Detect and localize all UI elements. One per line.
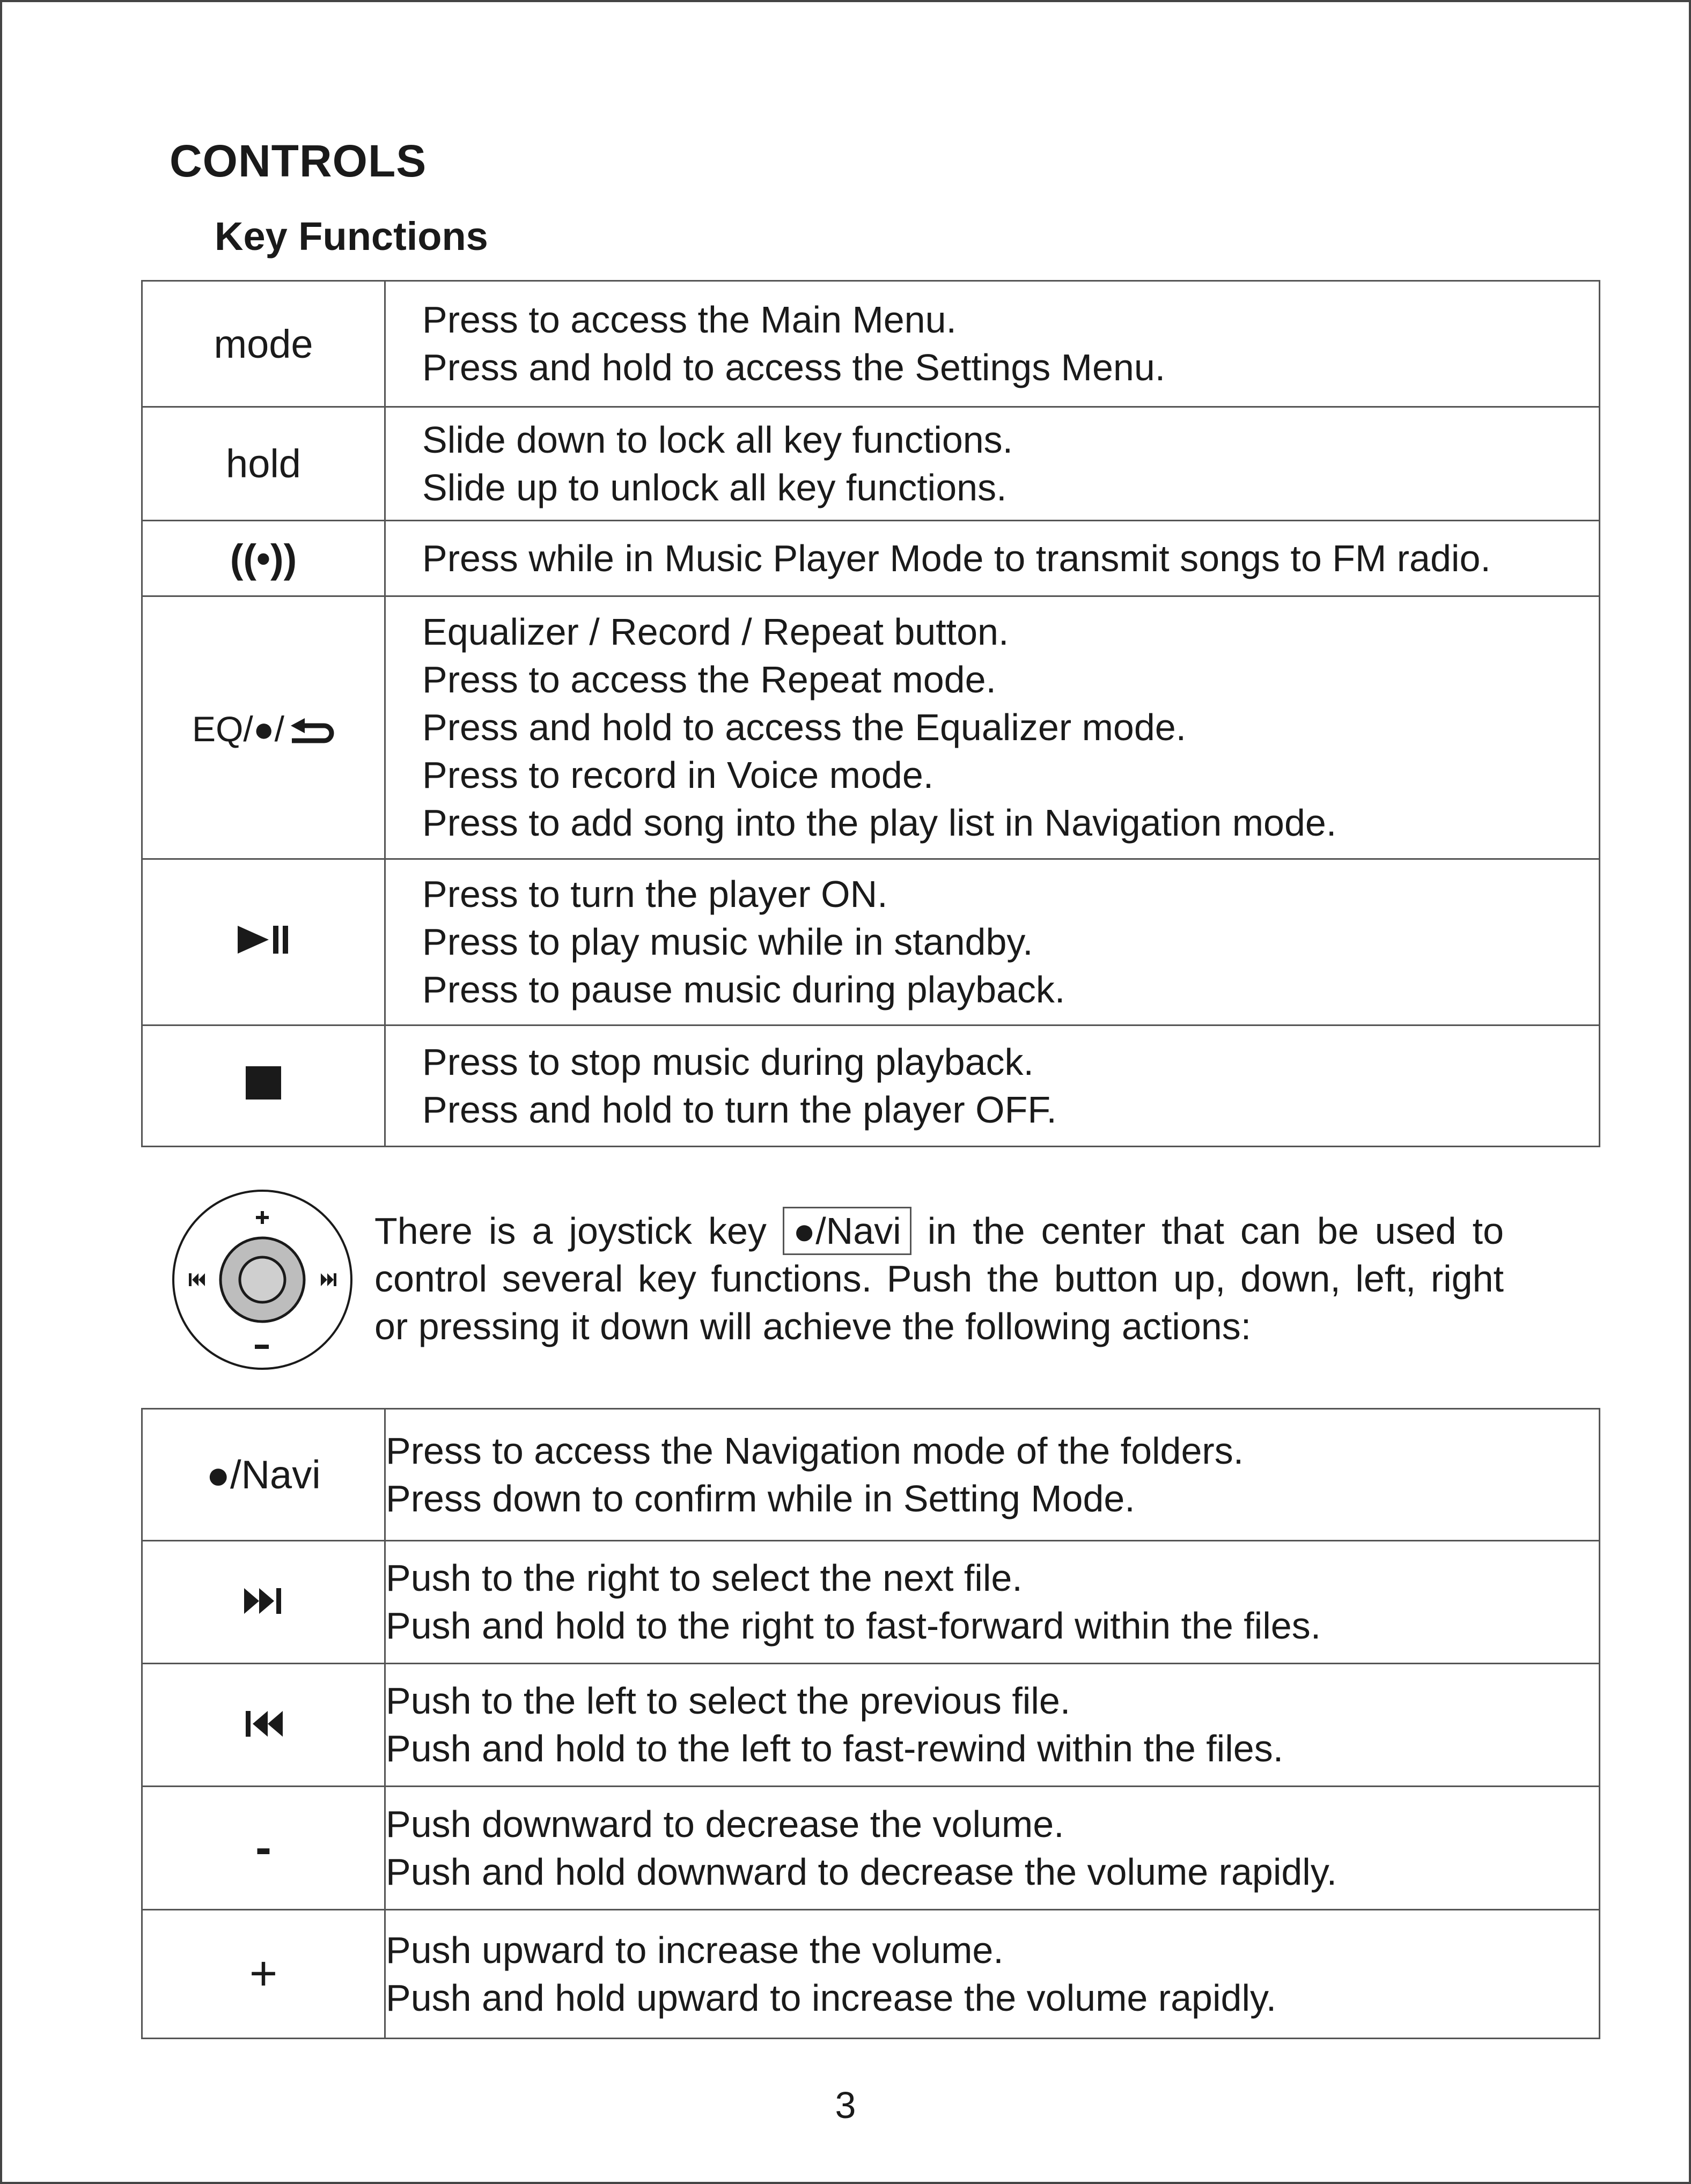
table-row <box>142 859 1600 1025</box>
previous-track-icon <box>142 1664 385 1787</box>
description-line: Press to pause music during playback. <box>422 969 1065 1010</box>
description-line: Slide down to lock all key functions. <box>422 418 1013 461</box>
table-row <box>142 1541 1600 1664</box>
next-track-icon <box>142 1541 385 1664</box>
stop-icon <box>142 1025 385 1147</box>
row-description <box>385 407 1600 521</box>
plus-icon <box>142 1910 385 2039</box>
row-description <box>385 1409 1600 1541</box>
key-functions-table <box>141 280 1600 1147</box>
description-line: Press to access the Repeat mode. <box>422 659 996 700</box>
key-navi: ●/Navi <box>142 1409 385 1541</box>
description-line: Press and hold to access the Equalizer mode. <box>422 706 1187 748</box>
description-line: Press to record in Voice mode. <box>422 754 934 796</box>
description-line: Push downward to decrease the volume. <box>386 1803 1064 1845</box>
joystick-text-before: There is a joystick key <box>374 1210 767 1252</box>
play-pause-icon <box>142 859 385 1025</box>
joystick-text-after: in the center that can be used to control several key functions. Push the button up, down, left, right or pressing it down will achieve the following actions: <box>374 1210 1504 1347</box>
table-row <box>142 1409 1600 1541</box>
description-line: Press down to confirm while in Setting Mode. <box>386 1477 1135 1519</box>
plus-icon: + <box>249 1947 278 2001</box>
repeat-icon <box>285 714 335 744</box>
minus-icon <box>142 1787 385 1910</box>
description-line: Push and hold upward to increase the volume rapidly. <box>386 1976 1277 2019</box>
description-line: Press to add song into the play list in Navigation mode. <box>422 802 1337 844</box>
table-row <box>142 521 1600 596</box>
description-line: Push upward to increase the volume. <box>386 1929 1004 1971</box>
table-row <box>142 1025 1600 1147</box>
row-description <box>385 1787 1600 1910</box>
description-line: Press to play music while in standby. <box>422 921 1033 963</box>
description-line: Push to the right to select the next file. <box>386 1557 1023 1599</box>
table-row <box>142 1910 1600 2039</box>
fm-transmit-icon: ((•)) <box>142 521 385 596</box>
row-description <box>385 1664 1600 1787</box>
next-track-icon <box>243 1586 284 1616</box>
key-mode: mode <box>142 281 385 407</box>
row-description <box>385 1025 1600 1147</box>
table-row <box>142 1787 1600 1910</box>
table-row <box>142 596 1600 859</box>
joystick-functions-table <box>141 1408 1600 2039</box>
eq-record-label: EQ/●/ <box>192 709 284 749</box>
description-line: Push and hold downward to decrease the volume rapidly. <box>386 1850 1337 1893</box>
stop-icon <box>246 1066 281 1100</box>
section-heading: CONTROLS <box>170 136 427 186</box>
description-line: Press and hold to access the Settings Menu. <box>422 346 1166 388</box>
description-line: Push to the left to select the previous file. <box>386 1680 1071 1722</box>
joystick-description <box>374 1207 1504 1351</box>
description-line: Push and hold to the left to fast-rewind within the files. <box>386 1728 1284 1769</box>
navi-key-label: ●/Navi <box>783 1207 911 1255</box>
subsection-heading: Key Functions <box>215 214 488 259</box>
page-number: 3 <box>835 2084 856 2126</box>
description-line: Press to access the Main Menu. <box>422 299 957 341</box>
key-hold: hold <box>142 407 385 521</box>
table-row <box>142 1664 1600 1787</box>
row-description <box>385 859 1600 1025</box>
minus-icon: - <box>255 1821 271 1875</box>
table-row <box>142 407 1600 521</box>
joystick-icon <box>171 1188 354 1371</box>
description-line: Press to turn the player ON. <box>422 873 888 915</box>
description-line: Press and hold to turn the player OFF. <box>422 1088 1057 1131</box>
description-line: Push and hold to the right to fast-forward within the files. <box>386 1605 1321 1647</box>
row-description <box>385 521 1600 596</box>
key-eq-record-repeat <box>142 596 385 859</box>
row-description <box>385 596 1600 859</box>
row-description <box>385 1910 1600 2039</box>
description-line: Slide up to unlock all key functions. <box>422 466 1007 508</box>
row-description <box>385 1541 1600 1664</box>
row-description <box>385 281 1600 407</box>
previous-track-icon <box>243 1709 284 1739</box>
description-line: Equalizer / Record / Repeat button. <box>422 611 1009 653</box>
description-line: Press while in Music Player Mode to transmit songs to FM radio. <box>422 537 1491 579</box>
description-line: Press to stop music during playback. <box>422 1041 1034 1083</box>
play-pause-icon <box>237 924 290 956</box>
description-line: Press to access the Navigation mode of the folders. <box>386 1429 1244 1472</box>
table-row <box>142 281 1600 407</box>
